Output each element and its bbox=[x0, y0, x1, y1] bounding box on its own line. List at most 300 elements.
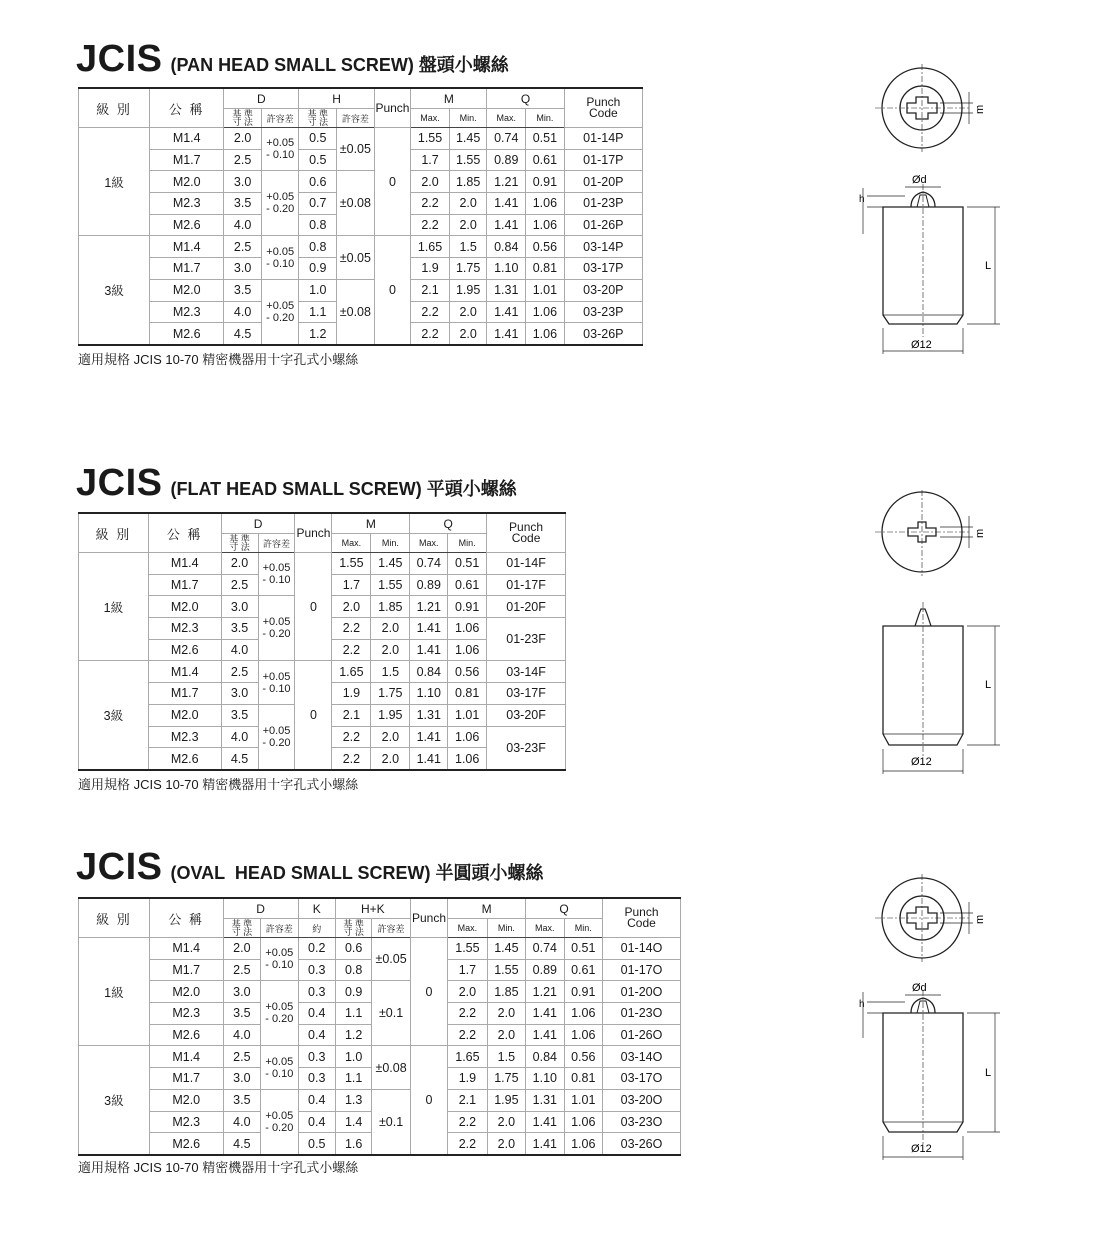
table-cell: 0.51 bbox=[448, 553, 487, 575]
table-cell: 1.95 bbox=[449, 279, 487, 301]
table-cell: M2.3 bbox=[150, 193, 224, 215]
table-cell: +0.05 - 0.10 bbox=[261, 1046, 298, 1089]
table-row bbox=[79, 236, 643, 258]
table-cell: 2.2 bbox=[411, 323, 450, 345]
table-cell: 3.5 bbox=[224, 193, 262, 215]
table-cell: +0.05 - 0.20 bbox=[261, 1089, 298, 1155]
m-max-header: Max. bbox=[411, 109, 450, 128]
grade-header: 級 別 bbox=[79, 513, 149, 553]
pan-title-big: JCIS bbox=[76, 38, 163, 80]
table-cell: M2.6 bbox=[149, 1133, 223, 1155]
table-cell: M2.3 bbox=[148, 726, 221, 748]
table-cell: 2.0 bbox=[449, 193, 487, 215]
table-cell: 0.89 bbox=[487, 149, 526, 171]
table-cell: 2.2 bbox=[332, 618, 371, 640]
table-cell: 0.84 bbox=[410, 661, 448, 683]
table-cell: 0.81 bbox=[526, 258, 565, 280]
table-cell: 1.5 bbox=[449, 236, 487, 258]
table-cell: M2.6 bbox=[150, 214, 224, 236]
table-cell: 1.9 bbox=[448, 1068, 487, 1090]
table-cell: M1.4 bbox=[148, 553, 221, 575]
oval-h-label: h bbox=[859, 999, 865, 1010]
table-cell: 1.2 bbox=[335, 1024, 371, 1046]
grade-header: 級 別 bbox=[79, 88, 150, 128]
table-cell: 1.85 bbox=[449, 171, 487, 193]
table-cell: 0.6 bbox=[335, 938, 371, 960]
table-cell: 2.2 bbox=[332, 726, 371, 748]
table-cell: 3.0 bbox=[221, 596, 258, 618]
table-row bbox=[79, 981, 681, 1003]
table-cell: 2.5 bbox=[224, 236, 262, 258]
pan-h-label: h bbox=[859, 194, 865, 205]
table-cell: 1.41 bbox=[526, 1024, 564, 1046]
table-cell: 2.5 bbox=[223, 959, 260, 981]
table-cell: 1.55 bbox=[411, 128, 450, 150]
pan-dia-label: Ø12 bbox=[911, 339, 932, 351]
table-cell: 1.7 bbox=[448, 959, 487, 981]
q-header: Q bbox=[410, 513, 487, 534]
table-cell: 03-14O bbox=[602, 1046, 680, 1068]
table-cell: 2.5 bbox=[223, 1046, 260, 1068]
table-cell: 1.4 bbox=[335, 1111, 371, 1133]
pan-head-title bbox=[76, 38, 509, 81]
table-cell: 2.2 bbox=[411, 193, 450, 215]
table-cell: M1.4 bbox=[150, 236, 224, 258]
table-cell: 1.41 bbox=[526, 1111, 564, 1133]
table-cell: 3.5 bbox=[221, 704, 258, 726]
table-cell: 01-17P bbox=[564, 149, 642, 171]
table-cell: 4.0 bbox=[223, 1024, 260, 1046]
table-cell: M2.0 bbox=[149, 981, 223, 1003]
flat-punch-drawing bbox=[845, 490, 1005, 780]
table-cell: 3.0 bbox=[224, 171, 262, 193]
table-cell: M2.0 bbox=[148, 704, 221, 726]
pan-punch-drawing bbox=[845, 62, 1005, 357]
table-cell: 1.06 bbox=[564, 1111, 602, 1133]
table-cell: 2.2 bbox=[332, 748, 371, 770]
pan-d-label: Ød bbox=[912, 174, 927, 186]
table-cell: 0.9 bbox=[299, 258, 337, 280]
table-cell: 1.65 bbox=[448, 1046, 487, 1068]
table-cell: 1.41 bbox=[487, 214, 526, 236]
table-cell: M1.4 bbox=[149, 1046, 223, 1068]
table-cell: 4.5 bbox=[224, 323, 262, 345]
d-tol-header: 許容差 bbox=[261, 919, 298, 938]
table-cell: 1.41 bbox=[487, 301, 526, 323]
table-cell: 01-23P bbox=[564, 193, 642, 215]
pan-title-sub: (PAN HEAD SMALL SCREW) 盤頭小螺絲 bbox=[170, 55, 509, 75]
table-cell: 01-14P bbox=[564, 128, 642, 150]
table-cell: 3級 bbox=[79, 1046, 150, 1155]
table-cell: 1.31 bbox=[526, 1089, 564, 1111]
d-header: D bbox=[224, 88, 299, 109]
table-cell: 0.74 bbox=[526, 938, 564, 960]
table-cell: ±0.1 bbox=[372, 1089, 410, 1155]
d-base-header: 基 準 寸 法 bbox=[223, 919, 260, 938]
m-max-header: Max. bbox=[332, 534, 371, 553]
table-row bbox=[79, 1046, 681, 1068]
table-cell: 03-26P bbox=[564, 323, 642, 345]
table-cell: 03-17O bbox=[602, 1068, 680, 1090]
table-cell: 3級 bbox=[79, 661, 149, 770]
table-cell: 4.0 bbox=[221, 639, 258, 661]
table-cell: 0.84 bbox=[526, 1046, 564, 1068]
table-cell: +0.05 - 0.10 bbox=[261, 938, 298, 981]
table-cell: 1.95 bbox=[371, 704, 410, 726]
k-header: K bbox=[298, 898, 335, 919]
table-cell: 2.2 bbox=[332, 639, 371, 661]
table-cell: 1.06 bbox=[526, 323, 565, 345]
table-cell: 2.1 bbox=[411, 279, 450, 301]
table-cell: 1.06 bbox=[448, 726, 487, 748]
table-cell: 01-20P bbox=[564, 171, 642, 193]
d-header: D bbox=[221, 513, 295, 534]
table-cell: 1.41 bbox=[487, 193, 526, 215]
table-cell: 0.8 bbox=[299, 214, 337, 236]
flat-l-label: L bbox=[985, 679, 992, 691]
table-cell: 1級 bbox=[79, 938, 150, 1046]
table-row bbox=[79, 938, 681, 960]
table-cell: 0.56 bbox=[564, 1046, 602, 1068]
table-row bbox=[79, 128, 643, 150]
table-cell: 1.41 bbox=[410, 726, 448, 748]
table-cell: 0.9 bbox=[335, 981, 371, 1003]
pan-head-table bbox=[78, 87, 643, 346]
table-cell: M2.0 bbox=[150, 171, 224, 193]
table-cell: 4.5 bbox=[221, 748, 258, 770]
table-cell: 1.06 bbox=[448, 618, 487, 640]
table-cell: 2.5 bbox=[224, 149, 262, 171]
table-cell: 0.4 bbox=[298, 1089, 335, 1111]
table-cell: 01-14O bbox=[602, 938, 680, 960]
table-cell: 01-23O bbox=[602, 1003, 680, 1025]
table-cell: 1.31 bbox=[410, 704, 448, 726]
table-cell: 1.1 bbox=[335, 1068, 371, 1090]
table-cell: 2.0 bbox=[332, 596, 371, 618]
table-cell: 2.0 bbox=[487, 1133, 525, 1155]
table-cell: ±0.05 bbox=[372, 938, 410, 981]
table-cell: 2.1 bbox=[332, 704, 371, 726]
table-cell: 3級 bbox=[79, 236, 150, 345]
table-cell: 0.74 bbox=[487, 128, 526, 150]
table-cell: 1.75 bbox=[487, 1068, 525, 1090]
table-cell: 4.0 bbox=[223, 1111, 260, 1133]
table-cell: 4.0 bbox=[221, 726, 258, 748]
oval-head-title bbox=[76, 846, 543, 889]
q-header: Q bbox=[526, 898, 603, 919]
oval-punch-drawing bbox=[845, 872, 1005, 1162]
table-cell: M1.4 bbox=[149, 938, 223, 960]
table-cell: 1.21 bbox=[487, 171, 526, 193]
table-cell: +0.05 - 0.20 bbox=[261, 981, 298, 1046]
table-row bbox=[79, 171, 643, 193]
table-cell: 0 bbox=[295, 553, 332, 661]
table-cell: 1.65 bbox=[332, 661, 371, 683]
table-cell: 1級 bbox=[79, 553, 149, 661]
table-cell: 1.1 bbox=[299, 301, 337, 323]
table-cell: +0.05 - 0.20 bbox=[258, 704, 295, 770]
table-cell: 0.6 bbox=[299, 171, 337, 193]
flat-title-big: JCIS bbox=[76, 462, 163, 504]
table-cell: +0.05 - 0.10 bbox=[258, 661, 295, 704]
table-cell: 1.55 bbox=[332, 553, 371, 575]
table-cell: 01-17F bbox=[487, 574, 566, 596]
table-cell: 3.0 bbox=[223, 981, 260, 1003]
table-cell: 0.3 bbox=[298, 1068, 335, 1090]
table-cell: 1.06 bbox=[448, 639, 487, 661]
table-cell: 0.61 bbox=[526, 149, 565, 171]
table-cell: 1.06 bbox=[564, 1133, 602, 1155]
q-min-header: Min. bbox=[526, 109, 565, 128]
table-cell: 3.5 bbox=[221, 618, 258, 640]
oval-dia-label: Ø12 bbox=[911, 1143, 932, 1155]
table-cell: 2.0 bbox=[487, 1024, 525, 1046]
m-min-header: Min. bbox=[487, 919, 525, 938]
table-cell: 2.0 bbox=[449, 301, 487, 323]
table-cell: 3.0 bbox=[221, 683, 258, 705]
table-cell: 0.5 bbox=[299, 128, 337, 150]
table-cell: 1.01 bbox=[526, 279, 565, 301]
table-cell: 1.45 bbox=[449, 128, 487, 150]
d-base-header: 基 準 寸 法 bbox=[224, 109, 262, 128]
table-cell: 01-20F bbox=[487, 596, 566, 618]
q-min-header: Min. bbox=[448, 534, 487, 553]
table-cell: 2.0 bbox=[411, 171, 450, 193]
table-cell: 03-23P bbox=[564, 301, 642, 323]
table-cell: 03-20O bbox=[602, 1089, 680, 1111]
pan-l-label: L bbox=[985, 260, 992, 272]
table-cell: 2.0 bbox=[221, 553, 258, 575]
table-cell: 1.06 bbox=[448, 748, 487, 770]
nominal-header: 公 稱 bbox=[148, 513, 221, 553]
m-header: M bbox=[448, 898, 526, 919]
table-cell: 2.0 bbox=[224, 128, 262, 150]
table-cell: 1.45 bbox=[487, 938, 525, 960]
q-min-header: Min. bbox=[564, 919, 602, 938]
table-cell: 2.0 bbox=[449, 214, 487, 236]
d-tol-header: 許容差 bbox=[261, 109, 299, 128]
table-cell: 2.0 bbox=[487, 1003, 525, 1025]
table-cell: +0.05 - 0.10 bbox=[261, 236, 299, 279]
table-cell: 2.2 bbox=[448, 1003, 487, 1025]
table-cell: M2.6 bbox=[148, 639, 221, 661]
h-header: H bbox=[299, 88, 374, 109]
table-cell: 3.5 bbox=[224, 279, 262, 301]
table-cell: 1.3 bbox=[335, 1089, 371, 1111]
table-cell: ±0.08 bbox=[372, 1046, 410, 1089]
table-cell: 1.9 bbox=[411, 258, 450, 280]
table-cell: M2.3 bbox=[148, 618, 221, 640]
table-cell: 2.0 bbox=[371, 748, 410, 770]
table-cell: M1.4 bbox=[148, 661, 221, 683]
table-cell: 2.5 bbox=[221, 574, 258, 596]
table-cell: 1.45 bbox=[371, 553, 410, 575]
table-cell: 1.5 bbox=[371, 661, 410, 683]
table-cell: 3.0 bbox=[224, 258, 262, 280]
nominal-header: 公 稱 bbox=[149, 898, 223, 938]
table-cell: 03-26O bbox=[602, 1133, 680, 1155]
table-cell: 1.75 bbox=[371, 683, 410, 705]
table-cell: M1.7 bbox=[149, 1068, 223, 1090]
oval-head-table bbox=[78, 897, 681, 1156]
table-cell: M2.6 bbox=[148, 748, 221, 770]
oval-d-label: Ød bbox=[912, 982, 927, 994]
table-cell: 1.2 bbox=[299, 323, 337, 345]
table-cell: 1.01 bbox=[564, 1089, 602, 1111]
table-cell: 01-14F bbox=[487, 553, 566, 575]
table-cell: 01-20O bbox=[602, 981, 680, 1003]
oval-m-label: m bbox=[974, 914, 986, 924]
table-cell: 1.65 bbox=[411, 236, 450, 258]
table-cell: 03-14P bbox=[564, 236, 642, 258]
table-cell: M2.3 bbox=[150, 301, 224, 323]
table-cell: 1.06 bbox=[564, 1003, 602, 1025]
table-cell: 1.41 bbox=[410, 618, 448, 640]
table-cell: 0.7 bbox=[299, 193, 337, 215]
flat-head-table bbox=[78, 512, 566, 771]
table-cell: 03-23O bbox=[602, 1111, 680, 1133]
table-cell: 1.10 bbox=[526, 1068, 564, 1090]
table-cell: M1.7 bbox=[148, 683, 221, 705]
table-cell: M2.3 bbox=[149, 1003, 223, 1025]
table-cell: 3.5 bbox=[223, 1089, 260, 1111]
table-cell: M2.0 bbox=[150, 279, 224, 301]
table-cell: 0.89 bbox=[410, 574, 448, 596]
punch-header: Punch bbox=[410, 898, 447, 938]
table-cell: 1.41 bbox=[410, 639, 448, 661]
q-header: Q bbox=[487, 88, 564, 109]
table-cell: 3.0 bbox=[223, 1068, 260, 1090]
table-cell: 1.9 bbox=[332, 683, 371, 705]
flat-head-title bbox=[76, 462, 517, 505]
table-cell: 1級 bbox=[79, 128, 150, 236]
table-cell: M2.6 bbox=[150, 323, 224, 345]
m-header: M bbox=[411, 88, 487, 109]
table-cell: 0.56 bbox=[526, 236, 565, 258]
table-cell: 2.2 bbox=[411, 301, 450, 323]
table-cell: 1.6 bbox=[335, 1133, 371, 1155]
punch-code-header: Punch Code bbox=[602, 898, 680, 938]
table-cell: 1.41 bbox=[487, 323, 526, 345]
table-cell: 2.0 bbox=[371, 618, 410, 640]
table-cell: 1.55 bbox=[487, 959, 525, 981]
table-cell: 0.3 bbox=[298, 1046, 335, 1068]
table-cell: M2.6 bbox=[149, 1024, 223, 1046]
table-cell: 1.75 bbox=[449, 258, 487, 280]
table-cell: 0.8 bbox=[299, 236, 337, 258]
d-tol-header: 許容差 bbox=[258, 534, 295, 553]
oval-l-label: L bbox=[985, 1067, 992, 1079]
oval-title-sub: (OVAL HEAD SMALL SCREW) 半圓頭小螺絲 bbox=[170, 863, 544, 883]
table-cell: 01-23F bbox=[487, 618, 566, 661]
table-cell: 0.91 bbox=[526, 171, 565, 193]
table-cell: 0.4 bbox=[298, 1024, 335, 1046]
table-cell: 1.0 bbox=[299, 279, 337, 301]
table-cell: M1.7 bbox=[150, 149, 224, 171]
table-cell: 1.7 bbox=[411, 149, 450, 171]
table-cell: 01-26O bbox=[602, 1024, 680, 1046]
table-cell: 2.2 bbox=[448, 1111, 487, 1133]
table-cell: M1.4 bbox=[150, 128, 224, 150]
table-cell: 1.10 bbox=[487, 258, 526, 280]
table-row bbox=[79, 279, 643, 301]
table-cell: 0.3 bbox=[298, 959, 335, 981]
pan-m-label: m bbox=[974, 104, 986, 114]
table-cell: ±0.05 bbox=[337, 236, 375, 279]
table-cell: +0.05 - 0.20 bbox=[261, 279, 299, 345]
table-cell: 01-17O bbox=[602, 959, 680, 981]
table-cell: 0 bbox=[374, 236, 411, 345]
h-base-header: 基 準 寸 法 bbox=[299, 109, 337, 128]
table-cell: 0 bbox=[410, 1046, 447, 1155]
table-cell: 03-14F bbox=[487, 661, 566, 683]
table-cell: 1.7 bbox=[332, 574, 371, 596]
m-min-header: Min. bbox=[449, 109, 487, 128]
table-cell: 03-17P bbox=[564, 258, 642, 280]
table-cell: 1.06 bbox=[526, 301, 565, 323]
punch-code-header: Punch Code bbox=[487, 513, 566, 553]
table-cell: 1.10 bbox=[410, 683, 448, 705]
table-row bbox=[79, 1089, 681, 1111]
table-cell: M2.0 bbox=[148, 596, 221, 618]
table-cell: 4.5 bbox=[223, 1133, 260, 1155]
table-cell: 1.21 bbox=[526, 981, 564, 1003]
table-cell: 1.41 bbox=[410, 748, 448, 770]
table-cell: 1.85 bbox=[371, 596, 410, 618]
table-cell: 1.55 bbox=[371, 574, 410, 596]
table-cell: 1.5 bbox=[487, 1046, 525, 1068]
table-cell: 0 bbox=[295, 661, 332, 770]
table-cell: 1.01 bbox=[448, 704, 487, 726]
table-cell: 4.0 bbox=[224, 214, 262, 236]
oval-title-big: JCIS bbox=[76, 846, 163, 888]
table-cell: +0.05 - 0.10 bbox=[261, 128, 299, 171]
table-cell: +0.05 - 0.10 bbox=[258, 553, 295, 596]
table-cell: 1.85 bbox=[487, 981, 525, 1003]
table-cell: 2.2 bbox=[448, 1024, 487, 1046]
punch-header: Punch bbox=[374, 88, 411, 128]
table-cell: 2.0 bbox=[371, 639, 410, 661]
grade-header: 級 別 bbox=[79, 898, 150, 938]
table-row bbox=[79, 661, 566, 683]
table-cell: 0.8 bbox=[335, 959, 371, 981]
table-cell: 0 bbox=[374, 128, 411, 236]
d-base-header: 基 準 寸 法 bbox=[221, 534, 258, 553]
table-cell: 1.55 bbox=[449, 149, 487, 171]
m-header: M bbox=[332, 513, 410, 534]
d-header: D bbox=[223, 898, 298, 919]
table-cell: 0.91 bbox=[448, 596, 487, 618]
table-cell: ±0.08 bbox=[337, 279, 375, 345]
flat-dia-label: Ø12 bbox=[911, 756, 932, 768]
h-tol-header: 許容差 bbox=[337, 109, 375, 128]
table-cell: 0.61 bbox=[564, 959, 602, 981]
q-max-header: Max. bbox=[487, 109, 526, 128]
hk-tol-header: 許容差 bbox=[372, 919, 410, 938]
flat-m-label: m bbox=[974, 528, 986, 538]
table-cell: M1.7 bbox=[148, 574, 221, 596]
table-cell: 01-26P bbox=[564, 214, 642, 236]
table-cell: 0.3 bbox=[298, 981, 335, 1003]
hk-base-header: 基 準 寸 法 bbox=[335, 919, 371, 938]
table-cell: 2.0 bbox=[487, 1111, 525, 1133]
table-cell: 1.06 bbox=[526, 214, 565, 236]
table-cell: 03-17F bbox=[487, 683, 566, 705]
table-cell: 4.0 bbox=[224, 301, 262, 323]
table-cell: 2.1 bbox=[448, 1089, 487, 1111]
table-cell: 0.51 bbox=[564, 938, 602, 960]
table-row bbox=[79, 553, 566, 575]
